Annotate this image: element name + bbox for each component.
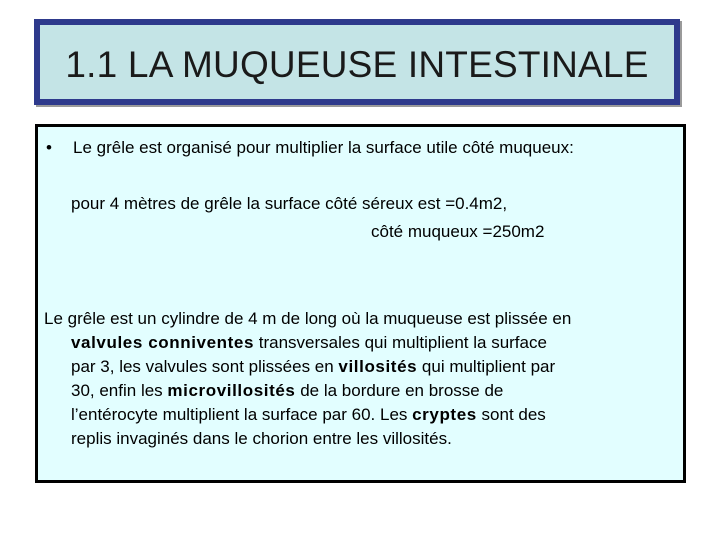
paragraph-line-5-text-a: l’entérocyte multiplient la surface par 60. Les <box>71 405 413 424</box>
surface-sereux-text: pour 4 mètres de grêle la surface côté séreux est =0.4m2, <box>71 194 508 213</box>
content-box <box>35 124 686 483</box>
paragraph-line-6: replis invaginés dans le chorion entre les villosités. <box>71 429 452 448</box>
surface-muqueux-text: côté muqueux =250m2 <box>371 222 545 241</box>
term-villosites: villosités <box>338 357 418 376</box>
bullet-text: Le grêle est organisé pour multiplier la surface utile côté muqueux: <box>73 138 574 157</box>
paragraph-line-2 <box>44 331 672 355</box>
slide-title: 1.1 LA MUQUEUSE INTESTINALE <box>65 44 649 85</box>
paragraph-line-3-text-a: par 3, les valvules sont plissées en <box>71 357 339 376</box>
bullet-marker: • <box>46 138 52 157</box>
paragraph-line-5-text-b: sont des <box>476 405 546 424</box>
paragraph-line-5 <box>44 403 672 427</box>
term-microvillosites: microvillosités <box>167 381 296 400</box>
term-valvules-conniventes: valvules conniventes <box>71 333 255 352</box>
paragraph-line-3-text-b: qui multiplient par <box>417 357 556 376</box>
term-cryptes: cryptes <box>412 405 477 424</box>
paragraph-line-4 <box>44 379 672 403</box>
paragraph-line-4-text-a: 30, enfin les <box>71 381 168 400</box>
description-paragraph <box>44 307 672 451</box>
title-box <box>34 19 680 105</box>
paragraph-line-4-text-b: de la bordure en brosse de <box>295 381 504 400</box>
paragraph-line-3 <box>44 355 672 379</box>
bullet-item <box>46 137 574 159</box>
paragraph-line-2-text: transversales qui multiplient la surface <box>254 333 547 352</box>
paragraph-line-1: Le grêle est un cylindre de 4 m de long où la muqueuse est plissée en <box>44 309 572 328</box>
